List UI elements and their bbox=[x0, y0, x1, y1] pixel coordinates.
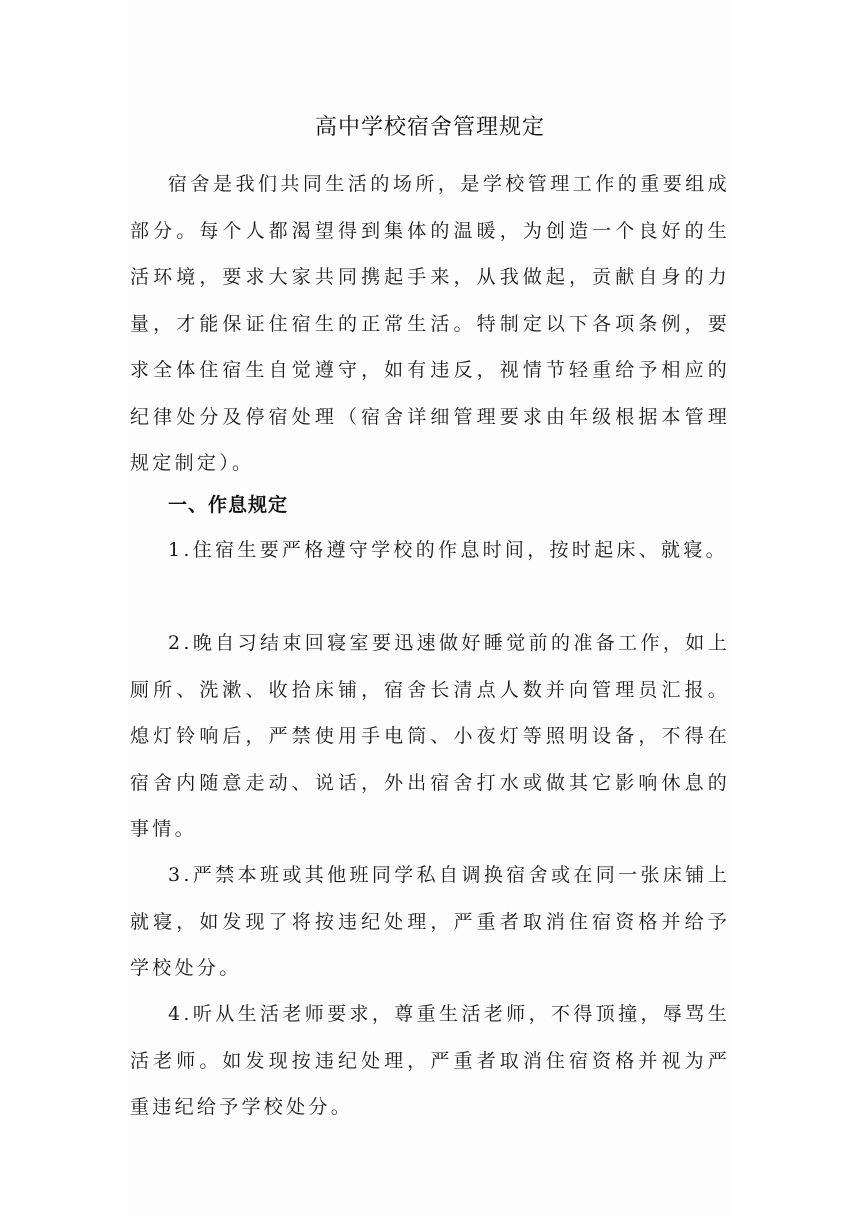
intro-paragraph: 宿舍是我们共同生活的场所，是学校管理工作的重要组成部分。每个人都渴望得到集体的温暖，为创造一个良好的生活环境，要求大家共同携起手来，从我做起，贡献自身的力量，才能保证住宿生的正常生活。特制定以下各项条例，要求全体住宿生自觉遵守，如有违反，视情节轻重给予相应的纪律处分及停宿处理（宿舍详细管理要求由年级根据本管理规定制定）。 bbox=[130, 173, 730, 474]
rule-item-2: 2.晚自习结束回寝室要迅速做好睡觉前的准备工作，如上厕所、洗漱、收拾床铺，宿舍长清点人数并向管理员汇报。熄灯铃响后，严禁使用手电筒、小夜灯等照明设备，不得在宿舍内随意走动、说话，外出宿舍打水或做其它影响休息的事情。 bbox=[130, 632, 730, 840]
section-heading: 一、作息规定 bbox=[168, 494, 289, 516]
rule-item-3: 3.严禁本班或其他班同学私自调换宿舍或在同一张床铺上就寝，如发现了将按违纪处理，严重者取消住宿资格并给予学校处分。 bbox=[130, 864, 730, 979]
page-title: 高中学校宿舍管理规定 bbox=[314, 115, 545, 140]
rule-item-1: 1.住宿生要严格遵守学校的作息时间，按时起床、就寝。 bbox=[168, 539, 728, 561]
rule-item-4: 4.听从生活老师要求，尊重生活老师，不得顶撞，辱骂生活老师。如发现按违纪处理，严重者取消住宿资格并视为严重违纪给予学校处分。 bbox=[130, 1003, 730, 1118]
